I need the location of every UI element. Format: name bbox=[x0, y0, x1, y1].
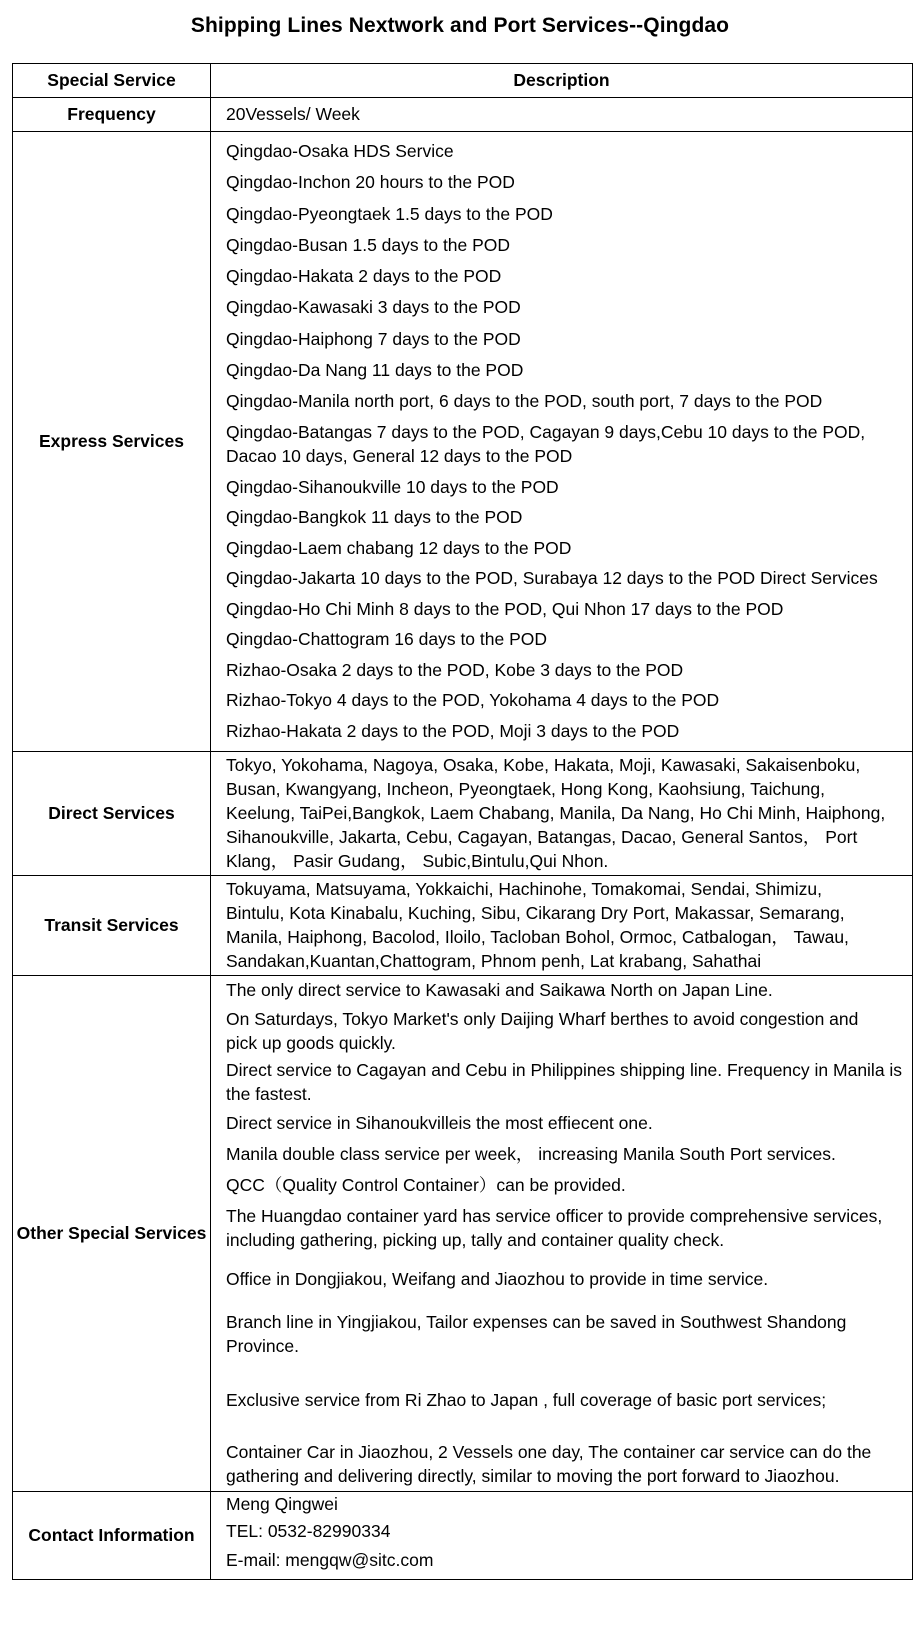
services-table bbox=[12, 63, 913, 1580]
express-line: Rizhao-Osaka 2 days to the POD, Kobe 3 days to the POD bbox=[226, 659, 684, 680]
transit-line: Tokuyama, Matsuyama, Yokkaichi, Hachinohe, Tomakomai, Sendai, Shimizu, bbox=[226, 879, 822, 900]
other-service-item: Container Car in Jiaozhou, 2 Vessels one day, The container car service can do the gathering and delivering directly, similar to moving the port forward to Jiaozhou. bbox=[226, 1442, 872, 1487]
other-service-item: Branch line in Yingjiakou, Tailor expenses can be saved in Southwest Shandong Province. bbox=[226, 1312, 847, 1357]
express-services-description bbox=[211, 132, 913, 752]
direct-line: Sihanoukville, Jakarta, Cebu, Cagayan, Batangas, Dacao, General Santos， Port bbox=[226, 827, 858, 848]
express-line: Qingdao-Laem chabang 12 days to the POD bbox=[226, 537, 572, 558]
contact-email: E-mail: mengqw@sitc.com bbox=[226, 1550, 434, 1571]
express-line: Qingdao-Ho Chi Minh 8 days to the POD, Qui Nhon 17 days to the POD bbox=[226, 598, 784, 619]
express-line: Rizhao-Tokyo 4 days to the POD, Yokohama 4 days to the POD bbox=[226, 690, 720, 711]
contact-name: Meng Qingwei bbox=[226, 1494, 338, 1515]
express-line: Qingdao-Inchon 20 hours to the POD bbox=[226, 172, 515, 193]
transit-line: Sandakan,Kuantan,Chattogram, Phnom penh, Lat krabang, Sahathai bbox=[226, 951, 762, 972]
other-service-item: Office in Dongjiakou, Weifang and Jiaozhou to provide in time service. bbox=[226, 1269, 769, 1290]
other-service-item: The only direct service to Kawasaki and Saikawa North on Japan Line. bbox=[226, 980, 773, 1001]
express-line: Qingdao-Busan 1.5 days to the POD bbox=[226, 234, 511, 255]
header-description: Description bbox=[211, 64, 913, 98]
contact-information-row bbox=[13, 1492, 913, 1580]
express-line: Rizhao-Hakata 2 days to the POD, Moji 3 days to the POD bbox=[226, 720, 680, 741]
frequency-row bbox=[13, 98, 913, 132]
other-service-item: The Huangdao container yard has service officer to provide comprehensive services, including gathering, picking up, tally and container quality check. bbox=[226, 1206, 883, 1251]
transit-line: Manila, Haiphong, Bacolod, Iloilo, Tacloban Bohol, Ormoc, Catbalogan， Tawau, bbox=[226, 927, 849, 948]
direct-line: Busan, Kwangyang, Incheon, Pyeongtaek, Hong Kong, Kaohsiung, Taichung, bbox=[226, 779, 825, 800]
express-line: Qingdao-Chattogram 16 days to the POD bbox=[226, 629, 548, 650]
transit-line: Bintulu, Kota Kinabalu, Kuching, Sibu, Cikarang Dry Port, Makassar, Semarang, bbox=[226, 903, 845, 924]
direct-line: Klang， Pasir Gudang， Subic,Bintulu,Qui Nhon. bbox=[226, 851, 609, 872]
transit-services-row bbox=[13, 876, 913, 976]
direct-services-row bbox=[13, 752, 913, 876]
express-line: Qingdao-Manila north port, 6 days to the POD, south port, 7 days to the POD bbox=[226, 391, 823, 412]
express-services-row bbox=[13, 132, 913, 752]
direct-line: Keelung, TaiPei,Bangkok, Laem Chabang, Manila, Da Nang, Ho Chi Minh, Haiphong, bbox=[226, 803, 886, 824]
page-title: Shipping Lines Nextwork and Port Services--Qingdao bbox=[190, 14, 730, 37]
other-service-item: On Saturdays, Tokyo Market's only Daijing Wharf berthes to avoid congestion and bbox=[226, 1009, 859, 1030]
express-line: Qingdao-Pyeongtaek 1.5 days to the POD bbox=[226, 203, 553, 224]
other-special-services-row bbox=[13, 976, 913, 1492]
other-special-services-label: Other Special Services bbox=[13, 976, 211, 1492]
other-service-item: Exclusive service from Ri Zhao to Japan , full coverage of basic port services; bbox=[226, 1390, 827, 1411]
frequency-value: 20Vessels/ Week bbox=[211, 98, 913, 132]
express-line: Qingdao-Batangas 7 days to the POD, Cagayan 9 days,Cebu 10 days to the POD, Dacao 10 days, General 12 days to the POD bbox=[226, 421, 866, 466]
direct-services-label: Direct Services bbox=[13, 752, 211, 876]
express-line: Qingdao-Osaka HDS Service bbox=[226, 141, 454, 161]
header-special-service: Special Service bbox=[13, 64, 211, 98]
express-line: Qingdao-Da Nang 11 days to the POD bbox=[226, 360, 524, 381]
contact-information-description bbox=[211, 1492, 913, 1580]
other-special-services-description bbox=[211, 976, 913, 1492]
express-line: Qingdao-Jakarta 10 days to the POD, Surabaya 12 days to the POD Direct Services bbox=[226, 568, 878, 589]
contact-tel: TEL: 0532-82990334 bbox=[226, 1521, 391, 1542]
other-service-item: Manila double class service per week， increasing Manila South Port services. bbox=[226, 1144, 836, 1165]
other-service-item: Direct service in Sihanoukvilleis the most effiecent one. bbox=[226, 1113, 653, 1134]
other-service-item: pick up goods quickly. bbox=[226, 1033, 396, 1054]
transit-services-description bbox=[211, 876, 913, 976]
express-line: Qingdao-Sihanoukville 10 days to the POD bbox=[226, 476, 559, 497]
direct-line: Tokyo, Yokohama, Nagoya, Osaka, Kobe, Hakata, Moji, Kawasaki, Sakaisenboku, bbox=[226, 755, 861, 776]
express-line: Qingdao-Kawasaki 3 days to the POD bbox=[226, 297, 521, 318]
header-row bbox=[13, 64, 913, 98]
other-service-item: QCC（Quality Control Container）can be provided. bbox=[226, 1175, 626, 1196]
express-line: Qingdao-Haiphong 7 days to the POD bbox=[226, 328, 521, 349]
express-line: Qingdao-Hakata 2 days to the POD bbox=[226, 266, 502, 287]
frequency-label: Frequency bbox=[13, 98, 211, 132]
direct-services-description bbox=[211, 752, 913, 876]
express-line: Qingdao-Bangkok 11 days to the POD bbox=[226, 507, 523, 528]
other-service-item: Direct service to Cagayan and Cebu in Philippines shipping line. Frequency in Manila is the fastest. bbox=[226, 1060, 903, 1105]
contact-information-label: Contact Information bbox=[13, 1492, 211, 1580]
transit-services-label: Transit Services bbox=[13, 876, 211, 976]
express-services-label: Express Services bbox=[13, 132, 211, 752]
